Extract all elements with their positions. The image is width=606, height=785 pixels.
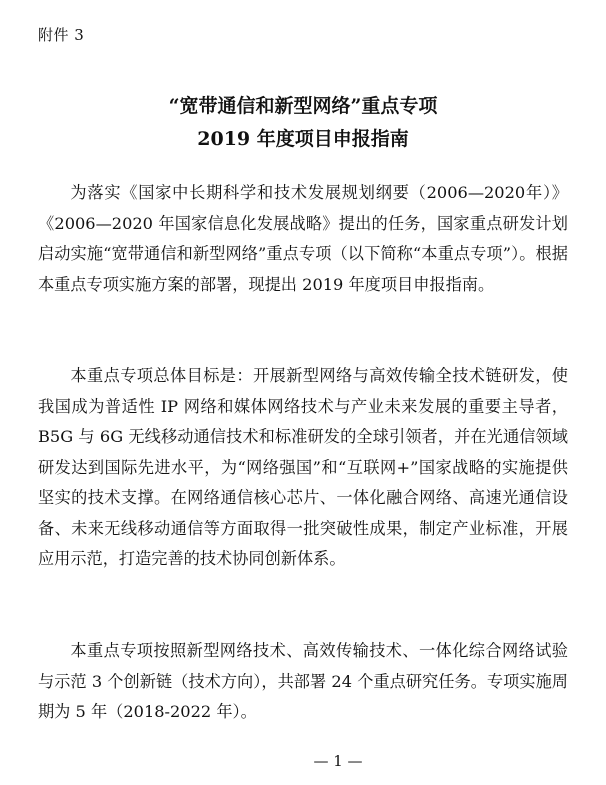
paragraph-intro: 为落实《国家中长期科学和技术发展规划纲要（2006—2020年）》《2006—2020 年国家信息化发展战略》提出的任务，国家重点研发计划启动实施“宽带通信和新型网络”重点专项（以下简称“本重点专项”）。根据本重点专项实施方案的部署，现提出 2019 年度项目申报指南。	[38, 183, 568, 294]
document-title-line-2: 2019 年度项目申报指南	[197, 128, 409, 150]
attachment-label: 附件 3	[38, 26, 85, 44]
paragraph-structure: 本重点专项按照新型网络技术、高效传输技术、一体化综合网络试验与示范 3 个创新链（技术方向），共部署 24 个重点研究任务。专项实施周期为 5 年（2018-2022 年）。	[38, 641, 568, 721]
paragraph-overall-goal: 本重点专项总体目标是：开展新型网络与高效传输全技术链研发，使我国成为普适性 IP 网络和媒体网络技术与产业未来发展的重要主导者，B5G 与 6G 无线移动通信技术和标准研发的全球引领者，并在光通信领域研发达到国际先进水平，为“网络强国”和“互联网+”国家战略的实施提供坚实的技术支撑。在网络通信核心芯片、一体化融合网络、高速光通信设备、未来无线移动通信等方面取得一批突破性成果，制定产业标准，开展应用示范，打造完善的技术协同创新体系。	[38, 366, 568, 568]
page-number-text: — 1 —	[313, 752, 363, 770]
page-number	[0, 752, 606, 770]
document-title-line-1: “宽带通信和新型网络”重点专项	[168, 95, 438, 117]
